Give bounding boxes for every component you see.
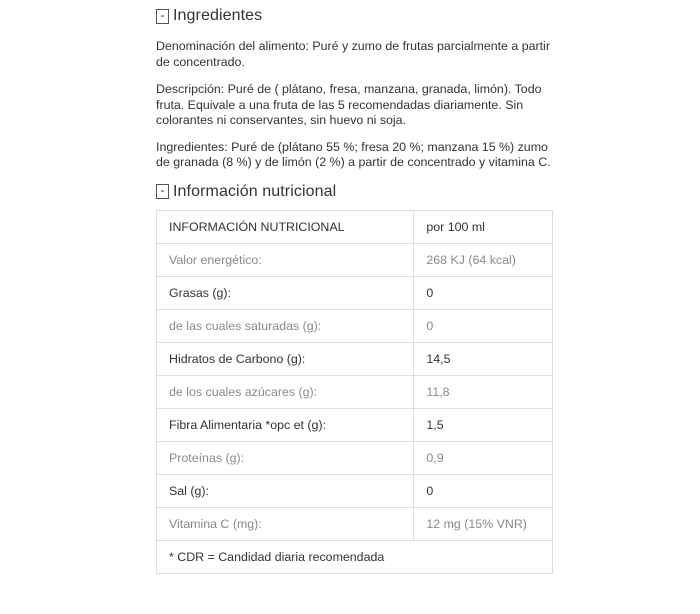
table-header-row [157, 210, 553, 243]
nutrient-label: Valor energético: [157, 243, 414, 276]
nutrient-label: de las cuales saturadas (g): [157, 309, 414, 342]
nutrition-title: Información nutricional [173, 182, 337, 200]
nutrient-label: de los cuales azúcares (g): [157, 375, 414, 408]
nutrient-value: 0,9 [414, 441, 553, 474]
table-row [157, 276, 553, 309]
nutrient-value: 14,5 [414, 342, 553, 375]
nutrition-header[interactable] [156, 182, 556, 202]
table-row [157, 474, 553, 507]
nutrient-label: Proteínas (g): [157, 441, 414, 474]
table-row [157, 375, 553, 408]
food-denomination: Denominación del alimento: Puré y zumo de frutas parcialmente a partir de concentrado. [156, 39, 550, 69]
nutrient-value: 1,5 [414, 408, 553, 441]
table-header-value: por 100 ml [414, 210, 553, 243]
table-row [157, 243, 553, 276]
table-footnote-row [157, 540, 553, 573]
nutrient-value: 12 mg (15% VNR) [414, 507, 553, 540]
nutrient-value: 0 [414, 309, 553, 342]
collapse-toggle-icon[interactable]: - [156, 184, 169, 199]
nutrient-value: 11,8 [414, 375, 553, 408]
ingredients-list: Ingredientes: Puré de (plátano 55 %; fresa 20 %; manzana 15 %) zumo de granada (8 %) y de limón (2 %) a partir de concentrado y vitamina C. [156, 139, 551, 169]
table-row [157, 408, 553, 441]
table-footnote: * CDR = Candidad diaria recomendada [157, 540, 553, 573]
ingredients-header[interactable] [156, 6, 556, 26]
table-row [157, 309, 553, 342]
nutrition-table [156, 210, 553, 574]
nutrient-value: 268 KJ (64 kcal) [414, 243, 553, 276]
nutrient-label: Vitamina C (mg): [157, 507, 414, 540]
food-description: Descripción: Puré de ( plátano, fresa, manzana, granada, limón). Todo fruta. Equivale a una fruta de las 5 recomendadas diariamente. Sin colorantes ni conservantes, sin huevo ni soja. [156, 82, 542, 127]
ingredients-title: Ingredientes [173, 7, 263, 24]
nutrient-label: Fibra Alimentaria *opc et (g): [157, 408, 414, 441]
table-row [157, 507, 553, 540]
table-row [157, 342, 553, 375]
nutrient-value: 0 [414, 474, 553, 507]
collapse-toggle-icon[interactable]: - [156, 9, 169, 24]
nutrient-label: Grasas (g): [157, 276, 414, 309]
nutrient-label: Sal (g): [157, 474, 414, 507]
nutrient-label: Hidratos de Carbono (g): [157, 342, 414, 375]
nutrient-value: 0 [414, 276, 553, 309]
table-header-label: INFORMACIÓN NUTRICIONAL [157, 210, 414, 243]
table-row [157, 441, 553, 474]
product-info [156, 6, 556, 574]
